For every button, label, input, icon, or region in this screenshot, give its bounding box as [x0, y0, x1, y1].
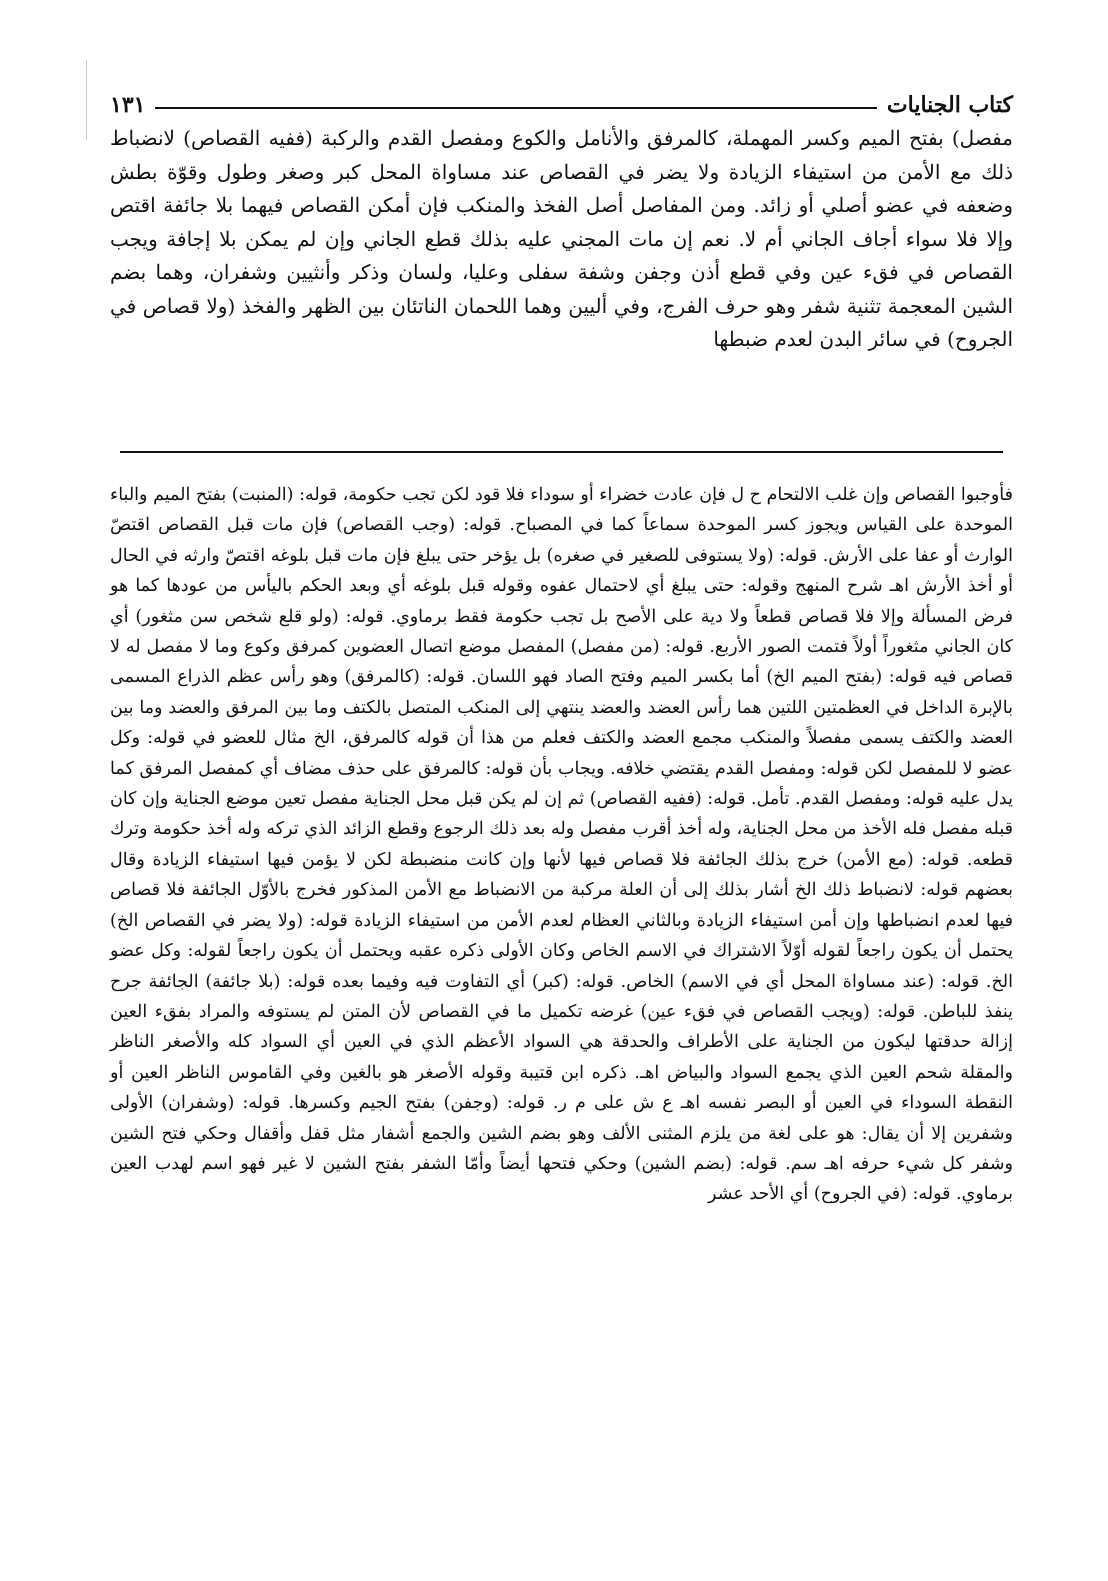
page-number: ١٣١ — [110, 92, 146, 118]
margin-scratch-mark — [86, 60, 97, 140]
header-rule — [155, 107, 876, 109]
commentary-paragraph: فأوجبوا القصاص وإن غلب الالتحام ح ل فإن عادت خضراء أو سوداء فلا قود لكن تجب حكومة، قوله: (المنبت) بفتح الميم والباء الموحدة على القياس ويجوز كسر الموحدة سماعاً كما في المصباح. قوله: (وجب القصاص) فإن مات قبل القصاص اقتصّ الوارث أو عفا على الأرش. قوله: (ولا يستوفى للصغير في صغره) بل يؤخر حتى يبلغ فإن مات قبل بلوغه اقتصّ وارثه في الحال أو أخذ الأرش اهـ شرح المنهج وقوله: حتى يبلغ أي لاحتمال عفوه وقوله قبل بلوغه أي وبعد الحكم باليأس من عودها كما هو فرض المسألة وإلا فلا قصاص قطعاً ولا دية على الأصح بل تجب حكومة فقط برماوي. قوله: (ولو قلع شخص سن مثغور) أي كان الجاني مثغوراً أولاً فتمت الصور الأربع. قوله: (من مفصل) المفصل موضع اتصال العضوين كمرفق وكوع وما لا مفصل له لا قصاص فيه قوله: (بفتح الميم الخ) أما بكسر الميم وفتح الصاد فهو اللسان. قوله: (كالمرفق) وهو رأس عظم الذراع المسمى بالإبرة الداخل في العظمتين اللتين هما رأس العضد والعضد ينتهي إلى المنكب المتصل بالكتف وما بين المرفق والعضد وما بين العضد والكتف يسمى مفصلاً والمنكب مجمع العضد والكتف فعلم من هذا أن قوله كالمرفق، الخ مثال للعضو في قوله: وكل عضو لا للمفصل لكن قوله: ومفصل القدم يقتضي خلافه. ويجاب بأن قوله: كالمرفق على حذف مضاف أي كمفصل المرفق كما يدل عليه قوله: ومفصل القدم. تأمل. قوله: (ففيه القصاص) ثم إن لم يكن قبل محل الجناية مفصل تعين موضع الجناية وإن كان قبله مفصل فله الأخذ من محل الجناية، وله أخذ أقرب مفصل وله بعد ذلك الرجوع وقطع الزائد الذي تركه وله أخذ حكومة وترك قطعه. قوله: (مع الأمن) خرج بذلك الجائفة فلا قصاص فيها لأنها وإن كانت منضبطة لكن لا يؤمن فيها استيفاء الزيادة وقال بعضهم قوله: لانضباط ذلك الخ أشار بذلك إلى أن العلة مركبة من الانضباط مع الأمن المذكور فخرج بالأوّل الجائفة فلا قصاص فيها لعدم انضباطها وإن أمن استيفاء الزيادة وبالثاني العظام لعدم الأمن من استيفاء الزيادة قوله: (ولا يضر في القصاص الخ) يحتمل أن يكون راجعاً لقوله أوّلاً الاشتراك في الاسم الخاص وكان الأولى ذكره عقبه ويحتمل أن يكون راجعاً لقوله: وكل عضو الخ. قوله: (عند مساواة المحل أي في الاسم) الخاص. قوله: (كبر) أي التفاوت فيه وفيما بعده قوله: (بلا جائفة) الجائفة جرح ينفذ للباطن. قوله: (ويجب القصاص في فقء عين) غرضه تكميل ما في القصاص لأن المتن لم يستوفه والمراد بفقء العين إزالة حدقتها ليكون من الجناية على الأطراف والحدقة هي السواد الأعظم الذي في العين أي السواد كله والأصغر الناظر والمقلة شحم العين الذي يجمع السواد والبياض اهـ. ذكره ابن قتيبة وقوله الأصغر هو بالغين وفي القاموس الناظر العين أو النقطة السوداء في العين أو البصر نفسه اهـ ع ش على م ر. قوله: (وجفن) بفتح الجيم وكسرها. قوله: (وشفران) الأولى وشفرين إلا أن يقال: هو على لغة من يلزم المثنى الألف وهو بضم الشين والجمع أشفار مثل قفل وأقفال وحكي فتح الشين وشفر كل شيء حرفه اهـ سم. قوله: (بضم الشين) وحكي فتحها أيضاً وأمّا الشفر بفتح الشين لا غير فهو اسم لهدب العين برماوي. قوله: (في الجروح) أي الأحد عشر — [110, 485, 1013, 1205]
commentary-block — [110, 480, 1013, 1210]
main-text-block — [110, 122, 1013, 357]
running-title: كتاب الجنايات — [886, 92, 1013, 118]
main-paragraph: مفصل) بفتح الميم وكسر المهملة، كالمرفق والأنامل والكوع ومفصل القدم والركبة (ففيه القصاص) لانضباط ذلك مع الأمن من استيفاء الزيادة ولا يضر في القصاص عند مساواة المحل كبر وصغر وطول وقوّة بطش وضعفه في عضو أصلي أو زائد. ومن المفاصل أصل الفخذ والمنكب فإن أمكن القصاص فيهما بلا جائفة اقتص وإلا فلا سواء أجاف الجاني أم لا. نعم إن مات المجني عليه بذلك قطع الجاني وإن لم يمكن بلا إجافة ويجب القصاص في فقء عين وفي قطع أذن وجفن وشفة سفلى وعليا، ولسان وذكر وأنثيين وشفران، وهما بضم الشين المعجمة تثنية شفر وهو حرف الفرج، وفي أليين وهما اللحمان الناتئان بين الظهر والفخذ (ولا قصاص في الجروح) في سائر البدن لعدم ضبطها — [110, 126, 1013, 351]
footnote-separator — [120, 451, 1003, 453]
page-header — [110, 82, 1013, 118]
